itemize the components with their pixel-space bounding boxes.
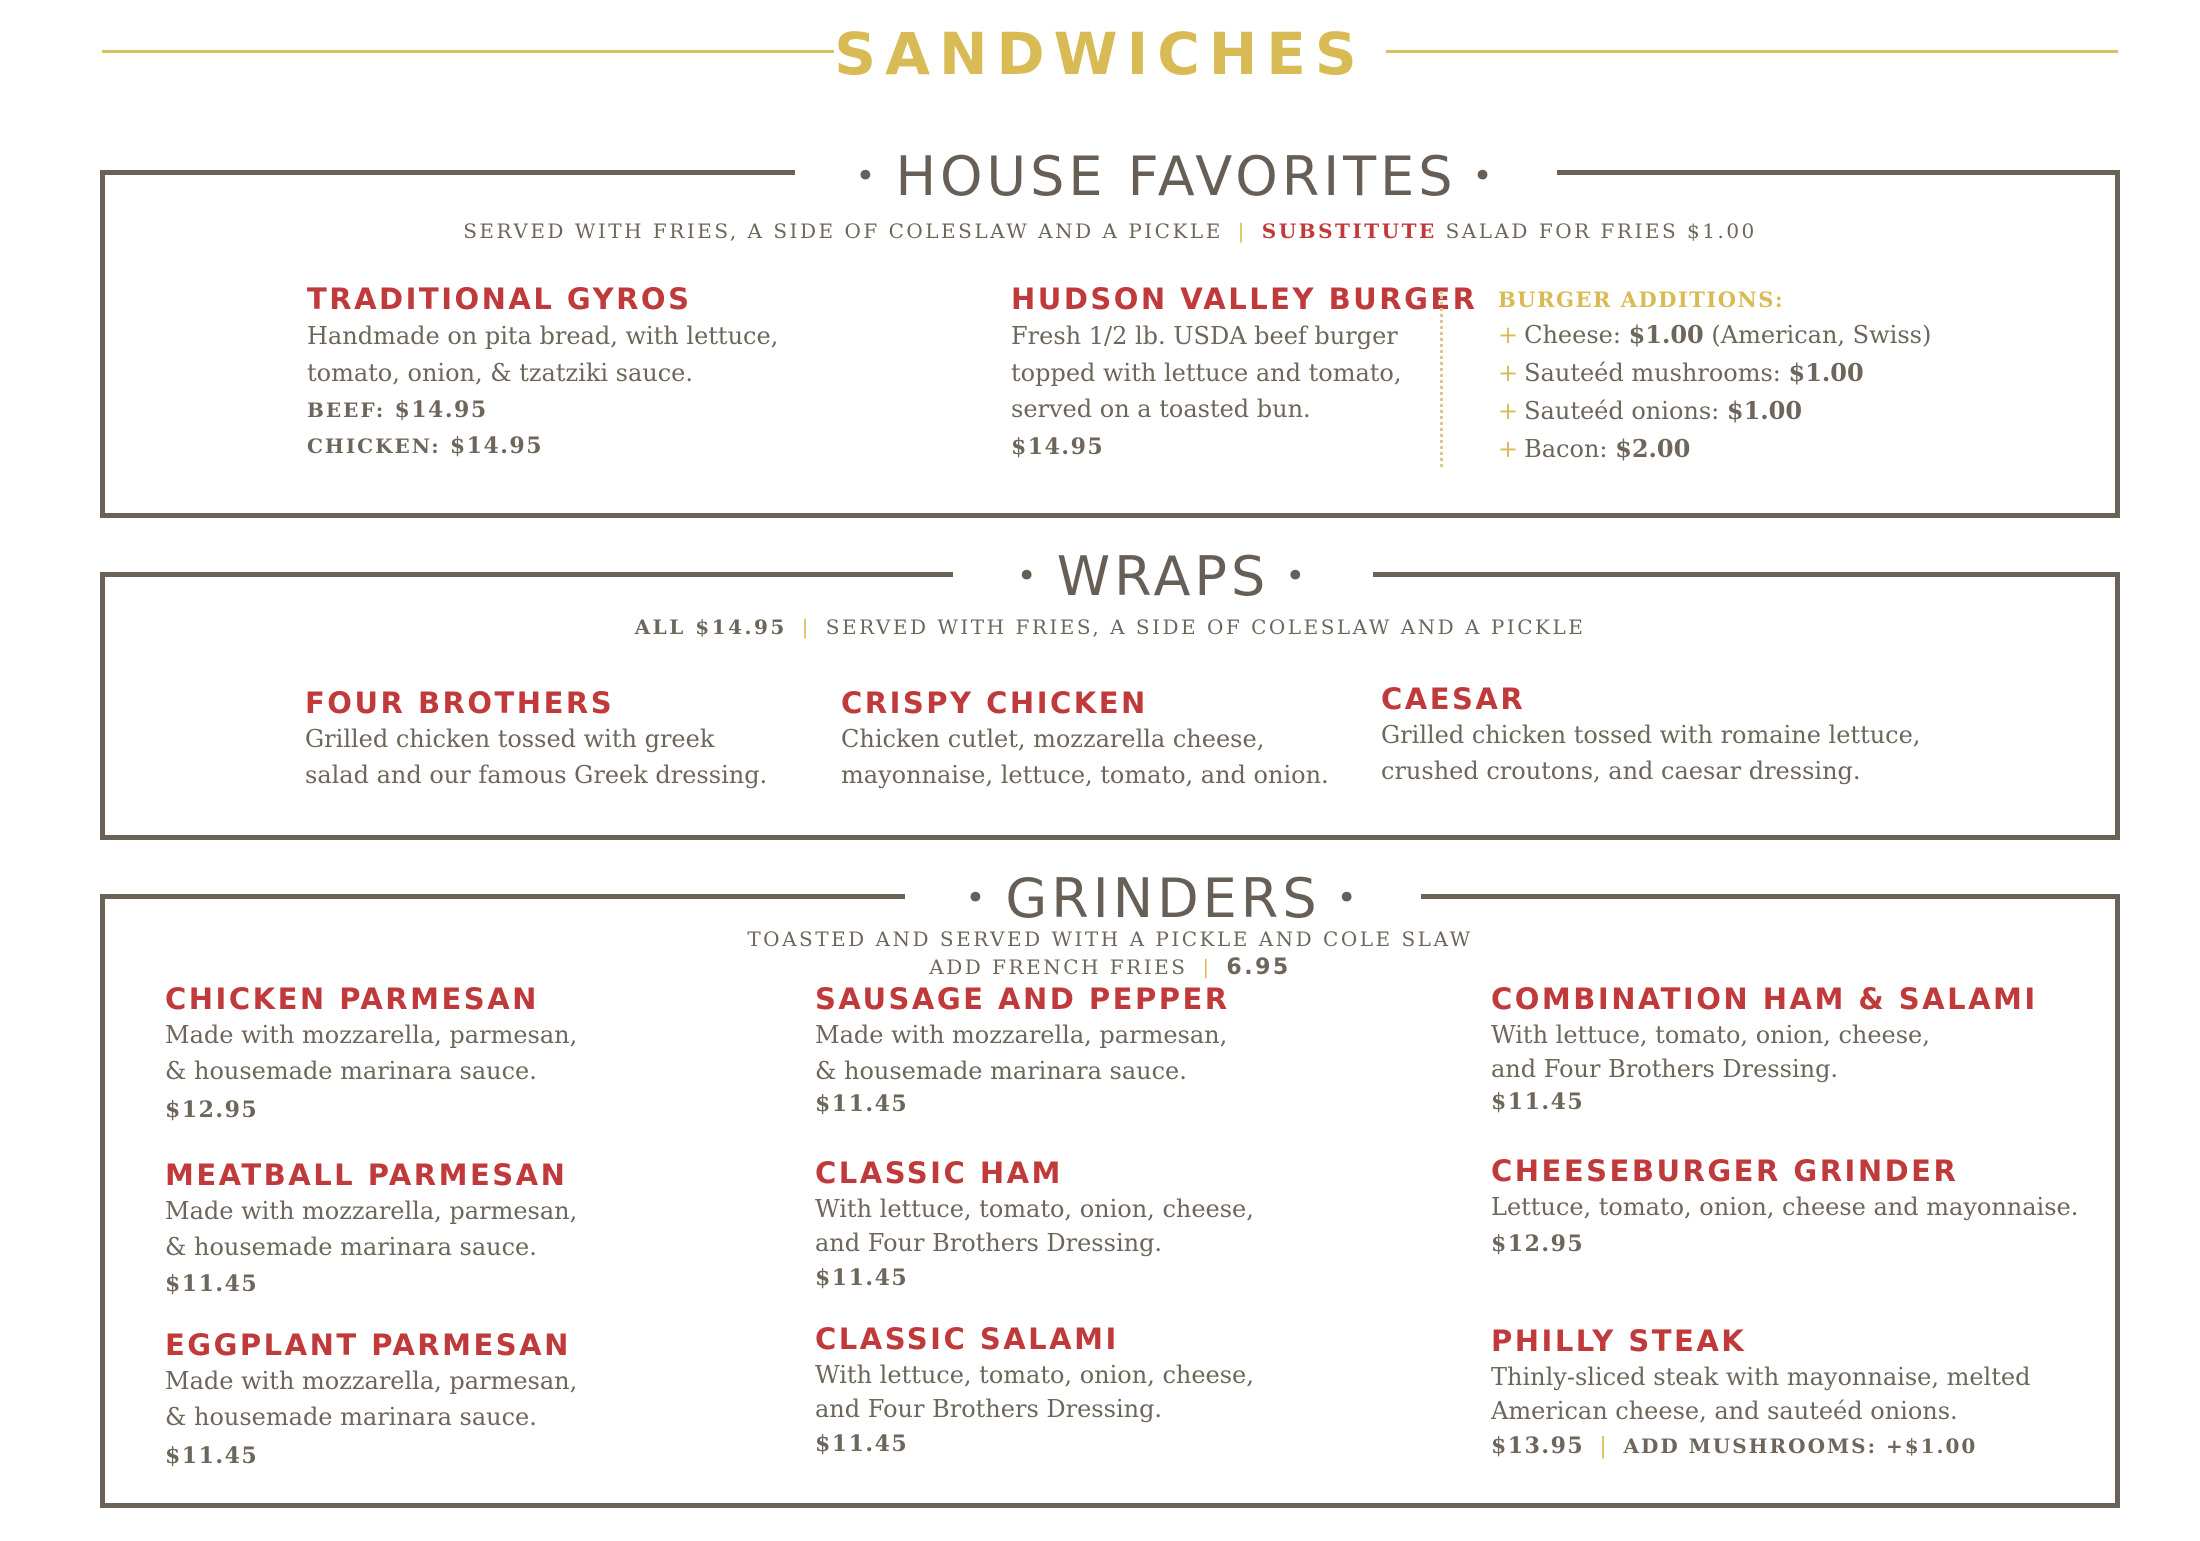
- menu-item-price: $14.95: [1011, 434, 1105, 460]
- grinders-title: • GRINDERS •: [905, 867, 1421, 934]
- menu-item-desc: Grilled chicken tossed with greek: [305, 725, 715, 753]
- menu-item-desc: and Four Brothers Dressing.: [815, 1395, 1163, 1423]
- menu-item-price: $11.45: [1491, 1089, 1585, 1115]
- menu-item-desc: served on a toasted bun.: [1011, 395, 1311, 423]
- menu-item-name: SAUSAGE AND PEPPER: [815, 982, 1230, 1016]
- menu-item-desc: Handmade on pita bread, with lettuce,: [307, 322, 779, 350]
- menu-item-price: $11.45: [815, 1091, 909, 1117]
- menu-item-desc: Thinly-sliced steak with mayonnaise, melted: [1491, 1363, 2031, 1391]
- addition-item: + Bacon: $2.00: [1498, 434, 1691, 463]
- menu-item-price: $11.45: [165, 1271, 259, 1297]
- menu-item-desc: With lettuce, tomato, onion, cheese,: [815, 1361, 1254, 1389]
- menu-item-price: BEEF: $14.95: [307, 397, 488, 423]
- menu-item-desc: Chicken cutlet, mozzarella cheese,: [841, 725, 1265, 753]
- menu-item-name: EGGPLANT PARMESAN: [165, 1328, 571, 1362]
- grinders-fries-note: ADD FRENCH FRIES | 6.95: [929, 955, 1291, 980]
- menu-item-desc: Fresh 1/2 lb. USDA beef burger: [1011, 322, 1398, 350]
- menu-item-name: CAESAR: [1381, 682, 1526, 716]
- menu-item-desc: crushed croutons, and caesar dressing.: [1381, 757, 1861, 785]
- house-favorites-title: • HOUSE FAVORITES •: [795, 145, 1557, 212]
- menu-item-desc: & housemade marinara sauce.: [165, 1403, 537, 1431]
- menu-item-desc: Made with mozzarella, parmesan,: [165, 1367, 578, 1395]
- addition-item: + Sauteéd onions: $1.00: [1498, 396, 1803, 425]
- menu-item-name: HUDSON VALLEY BURGER: [1011, 282, 1478, 316]
- menu-item-name: CLASSIC SALAMI: [815, 1322, 1119, 1356]
- dotted-divider: [1440, 291, 1443, 467]
- menu-item-desc: tomato, onion, & tzatziki sauce.: [307, 359, 694, 387]
- wraps-title: • WRAPS •: [953, 545, 1373, 612]
- menu-item-desc: & housemade marinara sauce.: [815, 1057, 1187, 1085]
- menu-item-desc: and Four Brothers Dressing.: [815, 1229, 1163, 1257]
- menu-item-desc: Grilled chicken tossed with romaine lettuce,: [1381, 721, 1921, 749]
- menu-item-price: $12.95: [165, 1097, 259, 1123]
- menu-item-desc: Lettuce, tomato, onion, cheese and mayonnaise.: [1491, 1193, 2079, 1221]
- grinders-subtitle: TOASTED AND SERVED WITH A PICKLE AND COLE SLAW: [747, 927, 1473, 951]
- burger-additions-heading: BURGER ADDITIONS:: [1498, 287, 1785, 312]
- menu-item-desc: & housemade marinara sauce.: [165, 1057, 537, 1085]
- grinders-section: [100, 867, 2120, 1508]
- menu-item-name: PHILLY STEAK: [1491, 1324, 1747, 1358]
- menu-item-desc: salad and our famous Greek dressing.: [305, 761, 768, 789]
- house-favorites-section: [100, 145, 2120, 518]
- menu-item-name: COMBINATION HAM & SALAMI: [1491, 982, 2038, 1016]
- addition-item: + Cheese: $1.00 (American, Swiss): [1498, 320, 1932, 349]
- page-title: SANDWICHES: [834, 20, 1366, 88]
- menu-item-name: CHICKEN PARMESAN: [165, 982, 539, 1016]
- menu-item-price: $11.45: [815, 1265, 909, 1291]
- menu-item-name: CLASSIC HAM: [815, 1156, 1063, 1190]
- menu-item-name: MEATBALL PARMESAN: [165, 1158, 568, 1192]
- menu-item-desc: and Four Brothers Dressing.: [1491, 1055, 1839, 1083]
- menu-item-desc: topped with lettuce and tomato,: [1011, 359, 1402, 387]
- menu-item-desc: Made with mozzarella, parmesan,: [165, 1021, 578, 1049]
- wraps-section: [100, 545, 2120, 840]
- menu-item-name: CHEESEBURGER GRINDER: [1491, 1154, 1959, 1188]
- menu-item-desc: With lettuce, tomato, onion, cheese,: [1491, 1021, 1930, 1049]
- menu-item-desc: Made with mozzarella, parmesan,: [165, 1197, 578, 1225]
- menu-item-desc: & housemade marinara sauce.: [165, 1233, 537, 1261]
- menu-item-desc: mayonnaise, lettuce, tomato, and onion.: [841, 761, 1329, 789]
- wraps-subtitle: ALL $14.95 | SERVED WITH FRIES, A SIDE OF COLESLAW AND A PICKLE: [634, 615, 1586, 639]
- menu-item-desc: American cheese, and sauteéd onions.: [1491, 1397, 1958, 1425]
- menu-item-desc: With lettuce, tomato, onion, cheese,: [815, 1195, 1254, 1223]
- menu-item-name: TRADITIONAL GYROS: [307, 282, 692, 316]
- menu-item-price: $11.45: [165, 1443, 259, 1469]
- menu-item-desc: Made with mozzarella, parmesan,: [815, 1021, 1228, 1049]
- menu-item-name: FOUR BROTHERS: [305, 686, 615, 720]
- house-favorites-subtitle: SERVED WITH FRIES, A SIDE OF COLESLAW AND A PICKLE | SUBSTITUTE SALAD FOR FRIES $1.00: [463, 219, 1757, 243]
- menu-item-name: CRISPY CHICKEN: [841, 686, 1148, 720]
- menu-item-price: $12.95: [1491, 1231, 1585, 1257]
- menu-item-price: CHICKEN: $14.95: [307, 433, 544, 459]
- menu-item-price: $13.95 | ADD MUSHROOMS: +$1.00: [1491, 1433, 1978, 1459]
- addition-item: + Sauteéd mushrooms: $1.00: [1498, 358, 1864, 387]
- menu-item-price: $11.45: [815, 1431, 909, 1457]
